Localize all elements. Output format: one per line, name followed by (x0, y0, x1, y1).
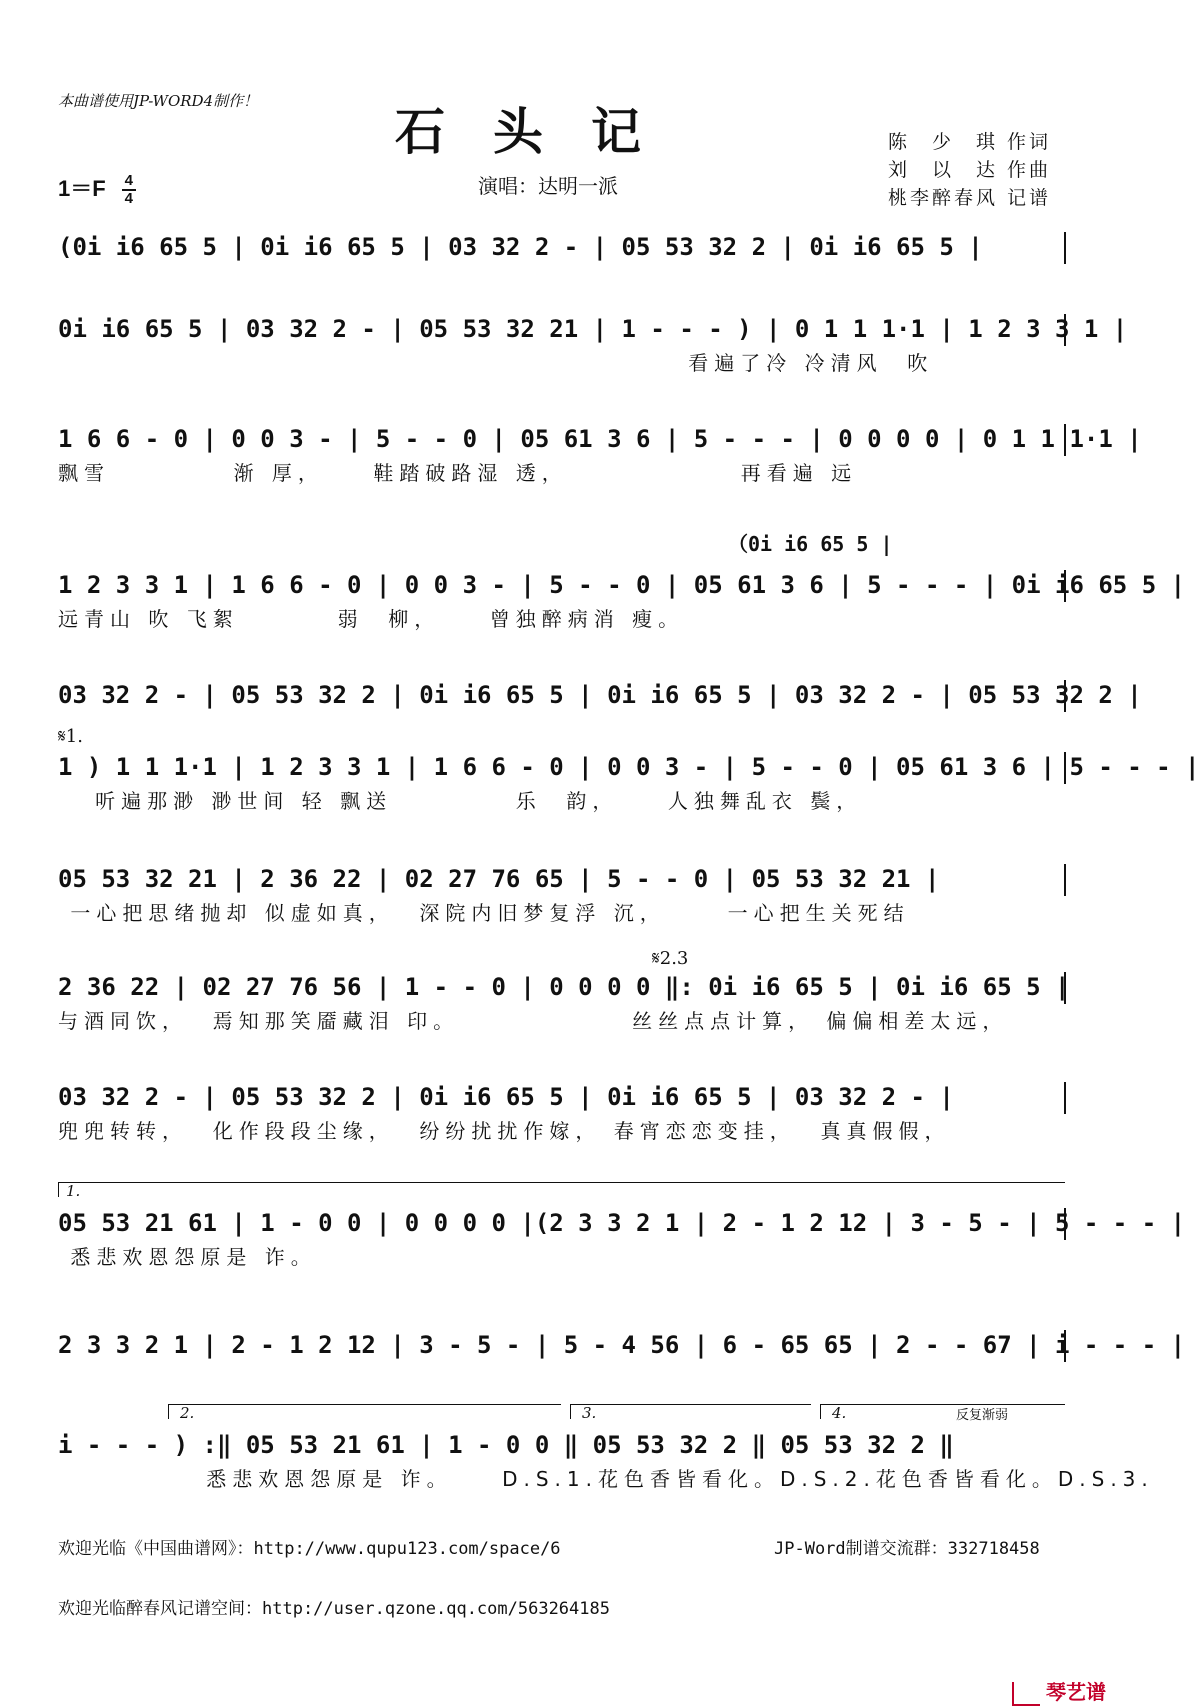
score-system-6 (58, 748, 1200, 816)
notation-line: i - - - ) :‖ 05 53 21 61 | 1 - 0 0 ‖ 05 53 32 2 ‖ 05 53 32 2 ‖ (58, 1431, 954, 1459)
logo-text: 琴艺谱 (1046, 1680, 1106, 1704)
lyrics-line: 听遍那渺 渺世间 轻 飘送 乐 韵， 人独舞乱衣 鬓， (58, 789, 863, 813)
notation-line: 2 36 22 | 02 27 76 56 | 1 - - 0 | 0 0 0 0 ‖: 0i i6 65 5 | 0i i6 65 5 | (58, 973, 1070, 1001)
barline (1064, 680, 1066, 712)
logo-icon (1012, 1682, 1040, 1706)
volta-bracket-2 (168, 1404, 561, 1419)
time-signature-bottom: 4 (124, 190, 133, 208)
key-label: 1＝F (58, 176, 106, 201)
notation-line: 1 2 3 3 1 | 1 6 6 - 0 | 0 0 3 - | 5 - - 0 | 05 61 3 6 | 5 - - - | 0i i6 65 5 | (58, 571, 1186, 599)
notation-line: 05 53 32 21 | 2 36 22 | 02 27 76 65 | 5 - - 0 | 05 53 32 21 | (58, 865, 940, 893)
song-title: 石头记 (395, 102, 689, 161)
barline (1064, 752, 1066, 784)
lyrics-line: 兜兜转转， 化作段段尘缘， 纷纷扰扰作嫁， 春宵恋恋变挂， 真真假假， (58, 1119, 951, 1143)
composer-credit: 刘 以 达 作曲 (888, 159, 1052, 181)
score-system-8 (58, 968, 1070, 1036)
time-signature-top: 4 (124, 172, 133, 190)
lyricist-credit: 陈 少 琪 作词 (888, 131, 1052, 153)
barline (1064, 864, 1066, 896)
score-system-1 (58, 228, 1066, 266)
segno-mark-1: 𝄋1. (58, 726, 83, 747)
barline (1064, 570, 1066, 602)
lyrics-line: 飘雪 渐 厚， 鞋踏破路湿 透， 再看遍 远 (58, 461, 858, 485)
score-system-4 (58, 566, 1186, 634)
author-credits (888, 128, 1051, 212)
volta-label-3: 3. (582, 1404, 597, 1422)
score-system-3 (58, 420, 1142, 488)
dim-marking: 反复渐弱 (956, 1408, 1009, 1423)
lyrics-line: 远青山 吹 飞絮 弱 柳， 曾独醉病消 瘦。 (58, 607, 685, 631)
time-signature (122, 174, 136, 206)
footer-group-info: JP-Word制谱交流群：332718458 (774, 1539, 1040, 1559)
volta-label-2: 2. (180, 1404, 195, 1422)
singer-credit: 演唱：达明一派 (478, 174, 618, 198)
barline (1064, 1330, 1066, 1362)
volta-label-4: 4. (832, 1404, 847, 1422)
score-system-10 (58, 1204, 1186, 1272)
score-system-11 (58, 1326, 1186, 1364)
footer-qzone-link[interactable]: 欢迎光临醉春风记谱空间：http://user.qzone.qq.com/563264185 (58, 1599, 610, 1619)
brand-logo (1012, 1676, 1106, 1706)
score-system-7 (58, 860, 1066, 928)
notation-line: 1 6 6 - 0 | 0 0 3 - | 5 - - 0 | 05 61 3 6 | 5 - - - | 0 0 0 0 | 0 1 1 1·1 | (58, 425, 1142, 453)
volta-label-1: 1. (66, 1182, 81, 1200)
volta-bracket-1 (58, 1182, 1065, 1197)
barline (1064, 424, 1066, 456)
notation-line: (0i i6 65 5 | 0i i6 65 5 | 03 32 2 - | 05 53 32 2 | 0i i6 65 5 | (58, 233, 983, 261)
score-system-5 (58, 676, 1142, 714)
key-signature (58, 172, 136, 206)
transcriber-credit: 桃李醉春风 记谱 (888, 187, 1052, 209)
notation-line: 03 32 2 - | 05 53 32 2 | 0i i6 65 5 | 0i i6 65 5 | 03 32 2 - | 05 53 32 2 | (58, 681, 1142, 709)
volta-bracket-4 (820, 1404, 1065, 1419)
notation-line: 0i i6 65 5 | 03 32 2 - | 05 53 32 21 | 1 - - - ) | 0 1 1 1·1 | 1 2 3 3 1 | (58, 315, 1128, 343)
lyrics-line: 看遍了冷 冷清风 吹 (58, 351, 934, 375)
barline (1064, 1208, 1066, 1240)
notation-line: 05 53 21 61 | 1 - 0 0 | 0 0 0 0 |(2 3 3 2 1 | 2 - 1 2 12 | 3 - 5 - | 5 - - - | (58, 1209, 1186, 1237)
notation-line: 1 ) 1 1 1·1 | 1 2 3 3 1 | 1 6 6 - 0 | 0 0 3 - | 5 - - 0 | 05 61 3 6 | 5 - - - | (58, 753, 1200, 781)
software-credit: 本曲谱使用JP-WORD4制作！ (58, 92, 259, 110)
barline (1064, 314, 1066, 346)
lyrics-line: 悉悲欢恩怨原是 诈。 (58, 1245, 317, 1269)
score-system-2 (58, 310, 1128, 378)
barline (1064, 232, 1066, 264)
volta-bracket-3 (570, 1404, 811, 1419)
segno-mark-23: 𝄋2.3 (652, 948, 689, 969)
score-system-9 (58, 1078, 1066, 1146)
barline (1064, 972, 1066, 1004)
notation-line: 2 3 3 2 1 | 2 - 1 2 12 | 3 - 5 - | 5 - 4 56 | 6 - 65 65 | 2 - - 67 | i - - - | (58, 1331, 1186, 1359)
notation-line: 03 32 2 - | 05 53 32 2 | 0i i6 65 5 | 0i i6 65 5 | 03 32 2 - | (58, 1083, 954, 1111)
lyrics-line: 一心把思绪抛却 似虚如真， 深院内旧梦复浮 沉， 一心把生关死结 (58, 901, 910, 925)
lyrics-line: 悉悲欢恩怨原是 诈。 D.S.1.花色香皆看化。D.S.2.花色香皆看化。D.S.3. (58, 1467, 1154, 1491)
lyrics-line: 与酒同饮， 焉知那笑靥藏泪 印。 丝丝点点计算， 偏偏相差太远， (58, 1009, 1009, 1033)
barline (1064, 1082, 1066, 1114)
interlude-cue: （0i i6 65 5 | (728, 532, 893, 556)
footer-site-link[interactable]: 欢迎光临《中国曲谱网》：http://www.qupu123.com/space/6 (58, 1539, 561, 1559)
score-system-12 (58, 1426, 1154, 1494)
